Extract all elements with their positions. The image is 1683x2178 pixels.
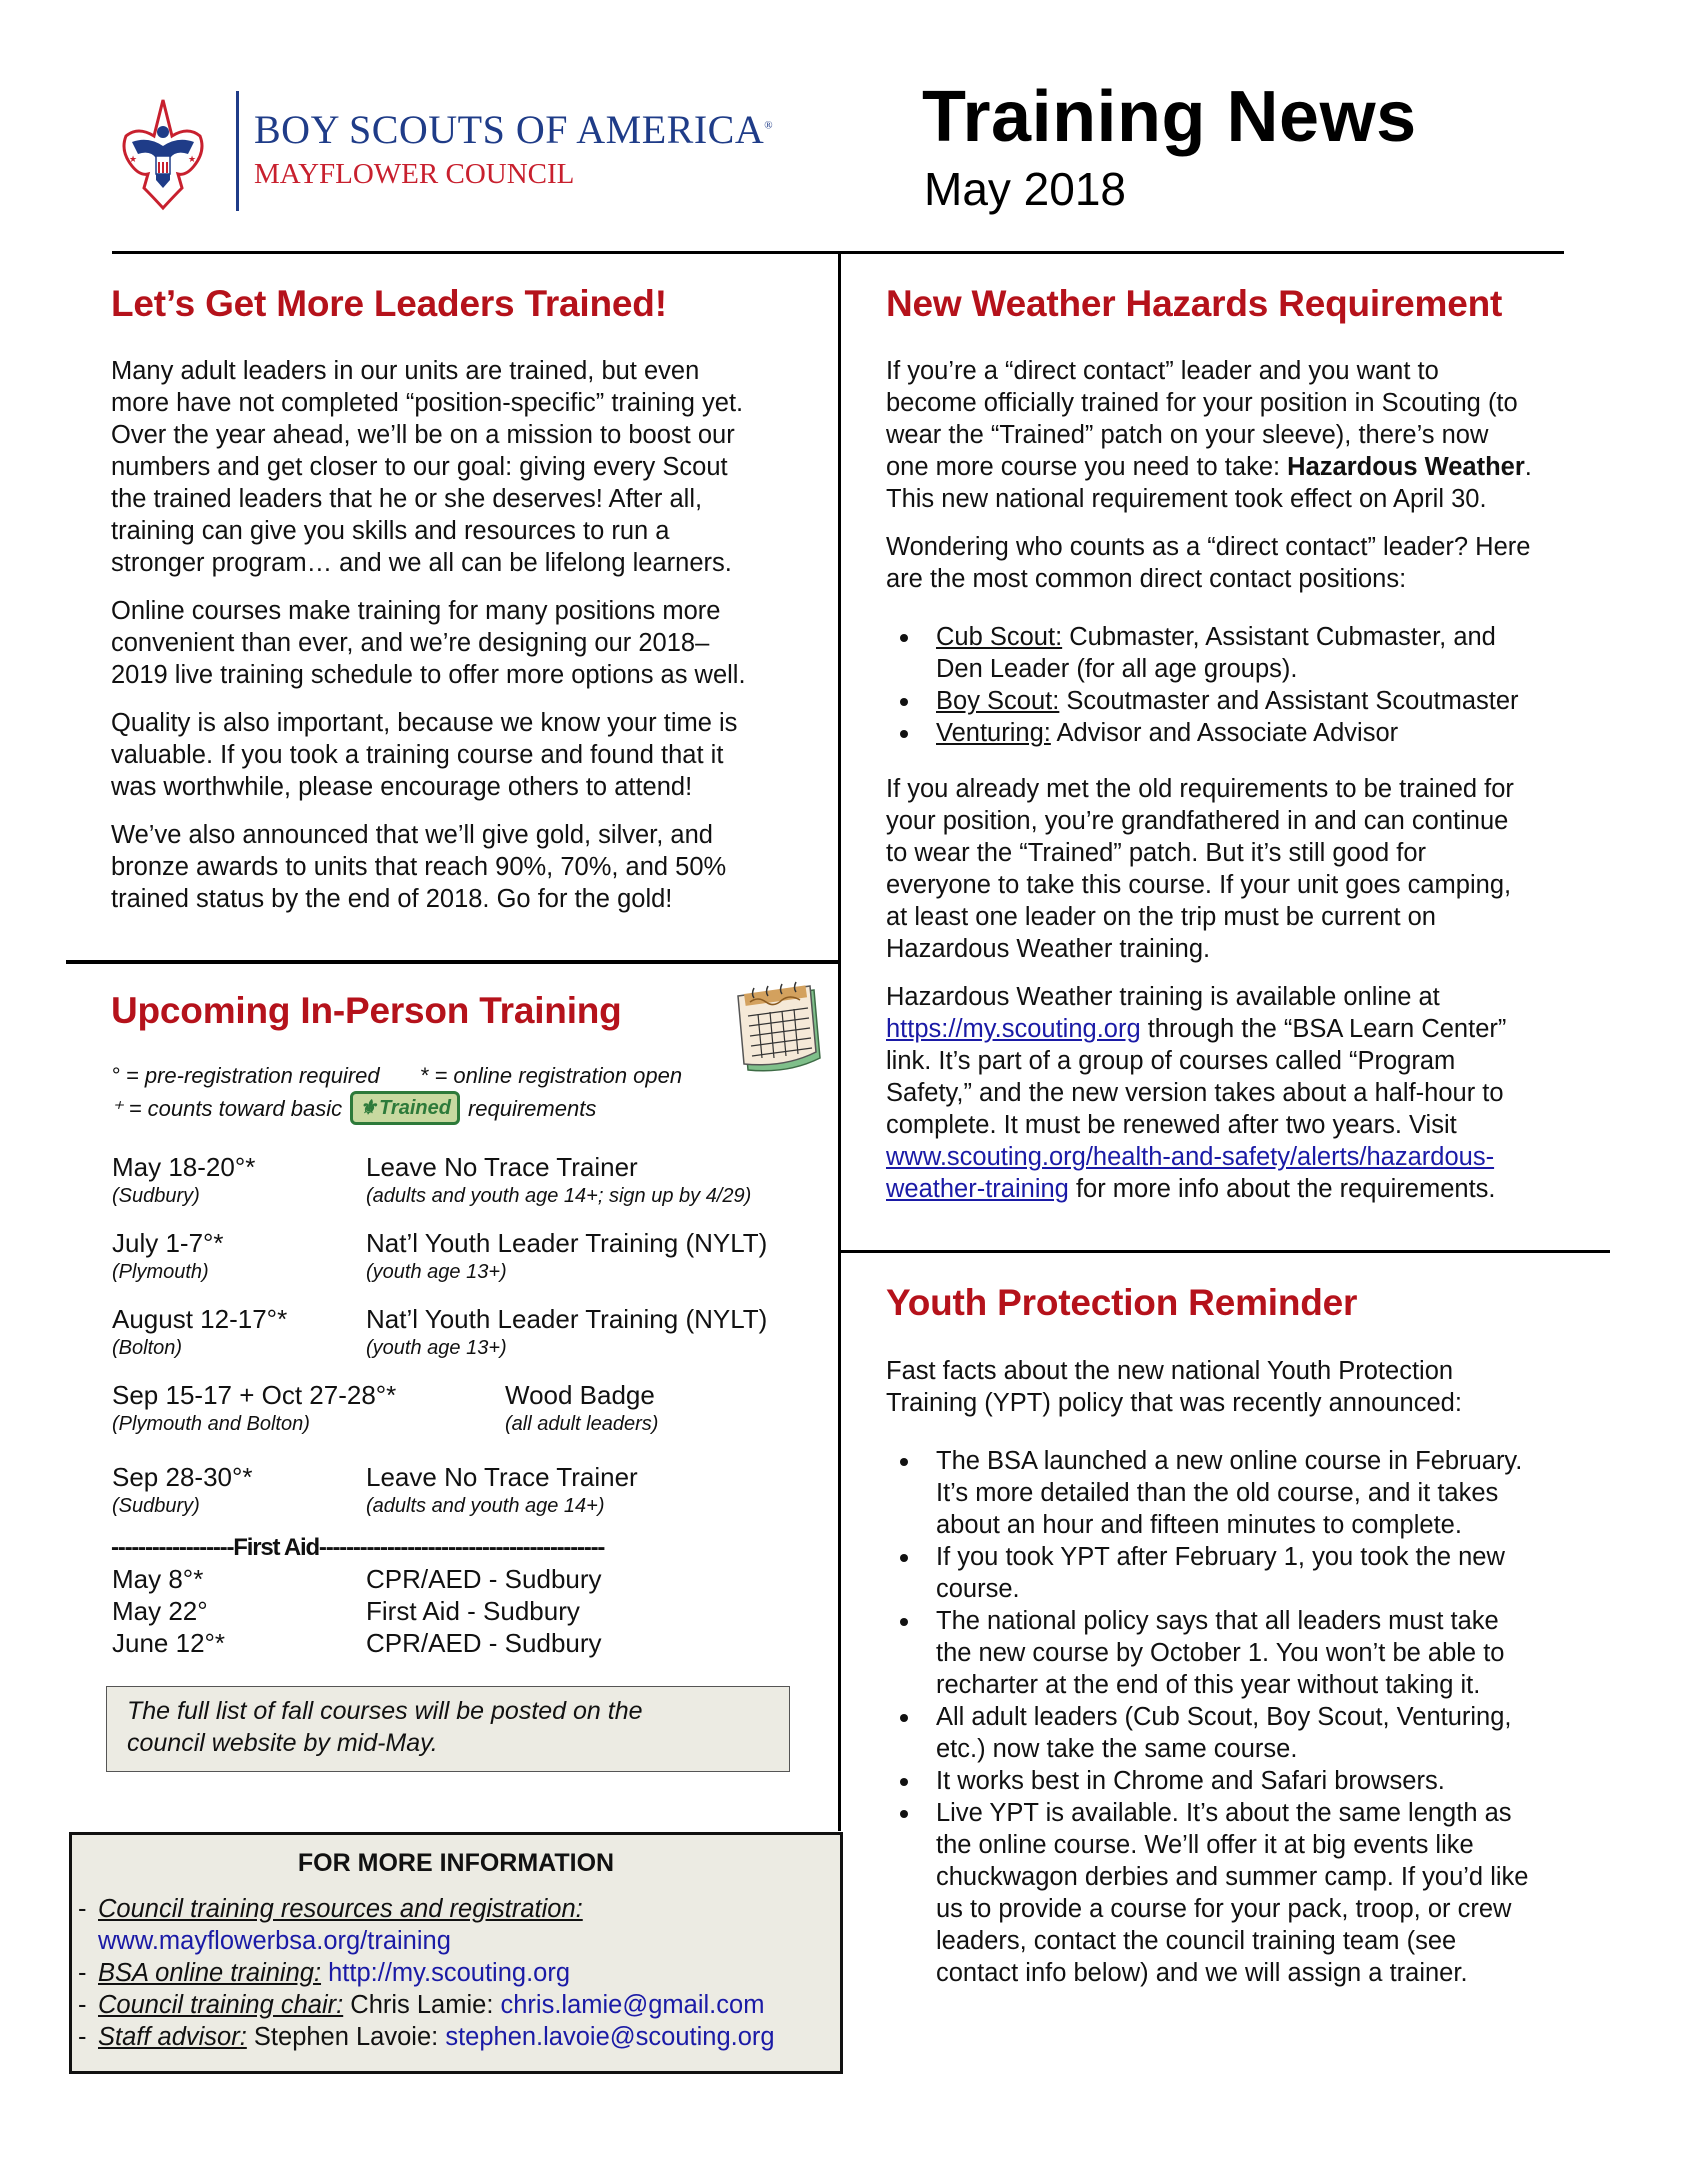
- course-name: Leave No Trace Trainer: [366, 1152, 638, 1182]
- text-line: was worthwhile, please encourage others to attend!: [111, 773, 693, 801]
- direct-contact-positions: [886, 621, 1586, 749]
- svg-text:★: ★: [129, 154, 138, 164]
- course-note: (youth age 13+): [366, 1261, 507, 1283]
- staff-label: Staff advisor:: [98, 2023, 247, 2051]
- text-line: your position, you’re grandfathered in and can continue: [886, 807, 1509, 835]
- course-note: (adults and youth age 14+; sign up by 4/29): [366, 1185, 752, 1207]
- my-scouting-link[interactable]: https://my.scouting.org: [886, 1015, 1141, 1043]
- text-line: Training (YPT) policy that was recently announced:: [886, 1389, 1462, 1417]
- youth-intro: [886, 1355, 1596, 1419]
- info-chair-line: [78, 1989, 765, 2021]
- more-info-box: [69, 1832, 843, 2074]
- youth-protection-body: [886, 1355, 1596, 1989]
- chair-label: Council training chair:: [98, 1991, 344, 2019]
- text-line: etc.) now take the same course.: [936, 1735, 1298, 1763]
- text-line: to wear the “Trained” patch. But it’s still good for: [886, 839, 1427, 867]
- fact-item: [886, 1797, 1596, 1989]
- text-line: bronze awards to units that reach 90%, 70%, and 50%: [111, 853, 727, 881]
- bullet-icon: [900, 1458, 908, 1466]
- fleur-de-lis-icon: [118, 96, 208, 211]
- text-line: Many adult leaders in our units are trained, but even: [111, 357, 700, 385]
- text-line: complete. It must be renewed after two years. Visit: [886, 1111, 1457, 1139]
- dash: -: [78, 2023, 87, 2051]
- first-aid-name: CPR/AED - Sudbury: [366, 1628, 602, 1658]
- first-aid-divider: ------------------First Aid------------------------------------------: [111, 1534, 605, 1561]
- fact-item: [886, 1541, 1596, 1605]
- text-line: The national policy says that all leaders must take: [936, 1607, 1499, 1635]
- text-line: Quality is also important, because we know your time is: [111, 709, 738, 737]
- first-aid-name: CPR/AED - Sudbury: [366, 1564, 602, 1594]
- legend-pre-registration: ° = pre-registration required: [111, 1063, 380, 1088]
- org-name-text: BOY SCOUTS OF AMERICA: [254, 107, 765, 152]
- fact-item: [886, 1701, 1596, 1765]
- leaders-paragraph-3: [111, 707, 831, 803]
- text-line: one more course you need to take:: [886, 453, 1288, 481]
- position-roles-continued: Den Leader (for all age groups).: [936, 655, 1298, 683]
- course-name: Nat’l Youth Leader Training (NYLT): [366, 1228, 768, 1258]
- svg-text:★: ★: [188, 154, 197, 164]
- fact-item: [886, 1605, 1596, 1701]
- text-line: Hazardous Weather training.: [886, 935, 1211, 963]
- text-line: contact info below) and we will assign a trainer.: [936, 1959, 1468, 1987]
- text-line: the online course. We’ll offer it at big events like: [936, 1831, 1474, 1859]
- bullet-icon: [900, 1778, 908, 1786]
- course-date: Sep 28-30°*: [112, 1462, 253, 1492]
- weather-paragraph-4: [886, 981, 1586, 1205]
- course-date: August 12-17°*: [112, 1304, 288, 1334]
- text-line: Safety,” and the new version takes about a half-hour to: [886, 1079, 1504, 1107]
- registered-mark: ®: [764, 119, 774, 132]
- weather-heading: New Weather Hazards Requirement: [886, 283, 1503, 324]
- leaders-paragraph-2: [111, 595, 831, 691]
- info-council-label-line: [78, 1893, 583, 1925]
- legend-line-2: [111, 1091, 596, 1125]
- trained-badge: [350, 1091, 460, 1125]
- text-line: wear the “Trained” patch on your sleeve), there’s now: [886, 421, 1489, 449]
- course-location: (Bolton): [112, 1337, 183, 1359]
- course-note: (all adult leaders): [505, 1413, 659, 1435]
- fact-item: [886, 1765, 1596, 1797]
- bullet-icon: [900, 1714, 908, 1722]
- text-line: about an hour and fifteen minutes to complete.: [936, 1511, 1462, 1539]
- text-line: It works best in Chrome and Safari browsers.: [936, 1767, 1445, 1795]
- bsa-logo: [118, 96, 208, 211]
- text-line: more have not completed “position-specific” training yet.: [111, 389, 744, 417]
- info-online-line: [78, 1957, 571, 1989]
- text-line: .: [1524, 453, 1532, 481]
- text-line: for more info about the requirements.: [1068, 1175, 1496, 1203]
- fall-courses-note: [106, 1686, 790, 1772]
- info-council-url-line: [98, 1925, 451, 1957]
- text-line: The full list of fall courses will be posted on the: [127, 1697, 643, 1725]
- youth-facts-list: [886, 1445, 1596, 1989]
- chair-name: Chris Lamie:: [343, 1991, 501, 2019]
- info-staff-line: [78, 2021, 775, 2053]
- council-name: MAYFLOWER COUNCIL: [254, 158, 575, 190]
- text-line: through the “BSA Learn Center”: [1140, 1015, 1507, 1043]
- first-aid-row: [112, 1595, 580, 1627]
- dash: -: [78, 1959, 87, 1987]
- bullet-icon: [900, 1810, 908, 1818]
- text-line: This new national requirement took effect on April 30.: [886, 485, 1487, 513]
- course-location: (Sudbury): [112, 1185, 200, 1207]
- position-program-label: Cub Scout:: [936, 623, 1063, 651]
- right-section-rule: [838, 1250, 1610, 1253]
- text-line: are the most common direct contact positions:: [886, 565, 1407, 593]
- text-line: valuable. If you took a training course and found that it: [111, 741, 724, 769]
- legend-requirements: requirements: [467, 1095, 597, 1121]
- course-location: (Plymouth): [112, 1261, 209, 1283]
- bullet-icon: [900, 634, 908, 642]
- text-line: council website by mid-May.: [127, 1729, 438, 1757]
- hazardous-weather-link[interactable]: www.scouting.org/health-and-safety/alerts/hazardous-: [886, 1143, 1495, 1171]
- text-line: link. It’s part of a group of courses called “Program: [886, 1047, 1456, 1075]
- more-info-title: FOR MORE INFORMATION: [297, 1849, 615, 1877]
- leaders-heading: Let’s Get More Leaders Trained!: [111, 283, 667, 324]
- calendar-icon: [728, 978, 824, 1078]
- course-location: (Sudbury): [112, 1495, 200, 1517]
- text-line: recharter at the end of this year without taking it.: [936, 1671, 1481, 1699]
- weather-body: [886, 355, 1586, 1205]
- first-aid-date: May 8°*: [112, 1564, 204, 1594]
- column-divider: [838, 251, 841, 1831]
- weather-paragraph-3: [886, 773, 1586, 965]
- legend-line-1: [111, 1061, 682, 1090]
- position-roles: Advisor and Associate Advisor: [1050, 719, 1399, 747]
- bsa-online-training-label: BSA online training:: [98, 1959, 322, 1987]
- text-line: training can give you skills and resources to run a: [111, 517, 670, 545]
- text-line: Over the year ahead, we’ll be on a mission to boost our: [111, 421, 735, 449]
- course-note: (adults and youth age 14+): [366, 1495, 605, 1517]
- text-line: course.: [936, 1575, 1020, 1603]
- text-line: If you already met the old requirements to be trained for: [886, 775, 1514, 803]
- bsa-online-training-link[interactable]: http://my.scouting.org: [328, 1959, 571, 1987]
- text-line: us to provide a course for your pack, troop, or crew: [936, 1895, 1512, 1923]
- text-line: numbers and get closer to our goal: giving every Scout: [111, 453, 728, 481]
- newsletter-title: Training News: [922, 77, 1417, 157]
- dash: -: [78, 1991, 87, 2019]
- upcoming-heading: Upcoming In-Person Training: [111, 990, 622, 1031]
- first-aid-date: May 22°: [112, 1596, 208, 1626]
- course-name: Nat’l Youth Leader Training (NYLT): [366, 1304, 768, 1334]
- text-line: the trained leaders that he or she deserves! After all,: [111, 485, 703, 513]
- hazardous-weather-emphasis: Hazardous Weather: [1287, 453, 1525, 481]
- left-section-rule: [66, 960, 841, 964]
- text-line: leaders, contact the council training team (see: [936, 1927, 1457, 1955]
- newsletter-issue: May 2018: [924, 163, 1127, 215]
- text-line: It’s more detailed than the old course, and it takes: [936, 1479, 1499, 1507]
- bullet-icon: [900, 698, 908, 706]
- fact-item: [886, 1445, 1596, 1541]
- text-line: become officially trained for your position in Scouting (to: [886, 389, 1518, 417]
- position-item: [886, 717, 1586, 749]
- leaders-paragraph-1: [111, 355, 831, 579]
- position-roles: Scoutmaster and Assistant Scoutmaster: [1059, 687, 1519, 715]
- text-line: All adult leaders (Cub Scout, Boy Scout, Venturing,: [936, 1703, 1512, 1731]
- text-line: at least one leader on the trip must be current on: [886, 903, 1436, 931]
- text-line: Online courses make training for many positions more: [111, 597, 721, 625]
- chair-email-link[interactable]: chris.lamie@gmail.com: [500, 1991, 765, 2019]
- position-roles: Cubmaster, Assistant Cubmaster, and: [1062, 623, 1496, 651]
- text-line: Live YPT is available. It’s about the same length as: [936, 1799, 1512, 1827]
- logo-divider: [236, 91, 239, 211]
- position-program-label: Boy Scout:: [936, 687, 1060, 715]
- fleur-de-lis-icon: ⚜: [359, 1096, 378, 1119]
- course-note: (youth age 13+): [366, 1337, 507, 1359]
- bullet-icon: [900, 1554, 908, 1562]
- text-line: the new course by October 1. You won’t be able to: [936, 1639, 1505, 1667]
- text-line: chuckwagon derbies and summer camp. If you’d like: [936, 1863, 1529, 1891]
- legend-counts-toward: ⁺ = counts toward basic: [111, 1095, 343, 1121]
- course-name: Leave No Trace Trainer: [366, 1462, 638, 1492]
- bullet-icon: [900, 730, 908, 738]
- first-aid-row: [112, 1563, 602, 1595]
- text-line: 2019 live training schedule to offer more options as well.: [111, 661, 746, 689]
- text-line: stronger program… and we all can be lifelong learners.: [111, 549, 732, 577]
- text-line: We’ve also announced that we’ll give gold, silver, and: [111, 821, 713, 849]
- text-line: Hazardous Weather training is available online at: [886, 983, 1440, 1011]
- position-item: [886, 685, 1586, 717]
- weather-paragraph-1: [886, 355, 1586, 515]
- first-aid-date: June 12°*: [112, 1628, 226, 1658]
- leaders-body: [111, 355, 831, 915]
- text-line: trained status by the end of 2018. Go for the gold!: [111, 885, 673, 913]
- legend-online-registration: * = online registration open: [419, 1063, 683, 1088]
- course-date: July 1-7°*: [112, 1228, 224, 1258]
- weather-paragraph-2: [886, 531, 1586, 595]
- youth-protection-heading: Youth Protection Reminder: [886, 1282, 1358, 1323]
- staff-email-link[interactable]: stephen.lavoie@scouting.org: [445, 2023, 775, 2051]
- text-line: If you took YPT after February 1, you took the new: [936, 1543, 1505, 1571]
- org-name: [254, 106, 773, 153]
- staff-name: Stephen Lavoie:: [246, 2023, 446, 2051]
- council-training-label: Council training resources and registration:: [98, 1895, 583, 1923]
- course-location: (Plymouth and Bolton): [112, 1413, 310, 1435]
- trained-badge-label: Trained: [379, 1096, 451, 1119]
- hazardous-weather-link-continued[interactable]: weather-training: [886, 1175, 1069, 1203]
- text-line: The BSA launched a new online course in February.: [936, 1447, 1523, 1475]
- text-line: convenient than ever, and we’re designing our 2018–: [111, 629, 710, 657]
- leaders-paragraph-4: [111, 819, 831, 915]
- course-date: Sep 15-17 + Oct 27-28°*: [112, 1380, 397, 1410]
- text-line: Wondering who counts as a “direct contact” leader? Here: [886, 533, 1531, 561]
- text-line: everyone to take this course. If your unit goes camping,: [886, 871, 1512, 899]
- position-program-label: Venturing:: [936, 719, 1051, 747]
- text-line: If you’re a “direct contact” leader and you want to: [886, 357, 1439, 385]
- first-aid-name: First Aid - Sudbury: [366, 1596, 580, 1626]
- bullet-icon: [900, 1618, 908, 1626]
- text-line: Fast facts about the new national Youth Protection: [886, 1357, 1454, 1385]
- position-item: [886, 621, 1586, 685]
- course-date: May 18-20°*: [112, 1152, 256, 1182]
- course-name: Wood Badge: [505, 1380, 655, 1410]
- council-training-link[interactable]: www.mayflowerbsa.org/training: [98, 1927, 451, 1955]
- first-aid-row: [112, 1627, 602, 1659]
- dash: -: [78, 1895, 87, 1923]
